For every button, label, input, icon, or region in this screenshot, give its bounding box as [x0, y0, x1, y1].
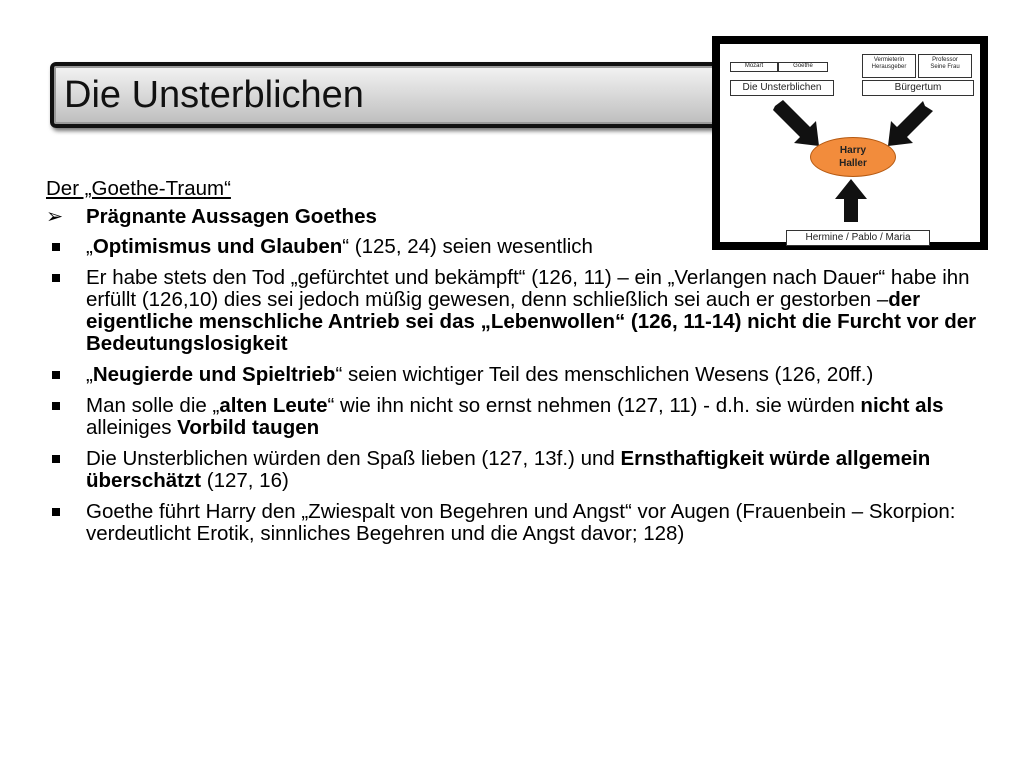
- page-title: Die Unsterblichen: [64, 74, 364, 116]
- square-bullet-icon: [52, 402, 60, 410]
- bullet-text: “ wie ihn nicht so ernst nehmen (127, 11) - d.h. sie würden: [327, 394, 861, 417]
- bullet-text: „: [86, 363, 93, 386]
- bullet-bold-text: alten Leute: [219, 394, 328, 417]
- bullet-bold-text: Optimismus und Glauben: [92, 235, 343, 258]
- bullet-bold-text: der eigentliche menschliche Antrieb sei das „Lebenwollen“ (126, 11-14) nicht die Furcht vor der Bedeutungslosigkeit: [86, 288, 977, 355]
- diagram-label-haller: Haller: [839, 158, 867, 169]
- diagram-label-vermieterin: Vermieterin: [873, 57, 905, 63]
- diagram-label-hermine: Hermine / Pablo / Maria: [805, 232, 911, 243]
- diagram-label-mozart: Mozart: [744, 63, 764, 69]
- square-bullet-icon: [52, 371, 60, 379]
- subheading: [46, 178, 1006, 200]
- list-item: [46, 501, 1006, 545]
- diagram-label-buergertum: Bürgertum: [894, 82, 942, 93]
- bullet-text: “ seien wichtiger Teil des menschlichen Wesens (126, 20ff.): [335, 363, 874, 386]
- list-item: [46, 236, 1006, 258]
- bullet-bold-text: nicht als: [860, 394, 944, 417]
- list-item: [46, 395, 1006, 439]
- bullet-bold-text: Ernsthaftigkeit würde allgemein überschätzt: [86, 447, 931, 492]
- square-bullet-icon: [52, 274, 60, 282]
- title-bar: [50, 62, 722, 128]
- bullet-text: Er habe stets den Tod „gefürchtet und bekämpft“ (126, 11) – ein „Verlangen nach Dauer“ habe ihn erfüllt (126,10) dies sei jedoch müßig gewesen, denn schließlich sei auch er gestorben –: [86, 266, 970, 311]
- bullet-text: alleiniges: [86, 416, 178, 439]
- arrow-right: [888, 101, 933, 146]
- arrow-left: [773, 100, 819, 146]
- subheading-text: Der „Goethe-Traum“: [46, 177, 231, 200]
- bullet-text: Die Unsterblichen würden den Spaß lieben (127, 13f.) und: [86, 447, 621, 470]
- bullet-bold-text: Vorbild taugen: [177, 416, 320, 439]
- bullet-text: „: [86, 235, 93, 258]
- bullet-text: Man solle die „: [86, 394, 220, 417]
- square-bullet-icon: [52, 243, 60, 251]
- diagram-label-harry: Harry: [839, 145, 867, 156]
- list-item: [46, 364, 1006, 386]
- list-item: [46, 267, 1006, 355]
- diagram-label-seine-frau: Seine Frau: [930, 64, 960, 70]
- lead-text: Prägnante Aussagen Goethes: [86, 205, 377, 228]
- diagram-node-harry-haller: [810, 137, 896, 177]
- arrow-bullet-icon: ➢: [46, 205, 64, 228]
- square-bullet-icon: [52, 508, 60, 516]
- square-bullet-icon: [52, 455, 60, 463]
- diagram-label-goethe: Goethe: [793, 63, 813, 69]
- list-item: [46, 448, 1006, 492]
- bullet-text: (127, 16): [201, 469, 289, 492]
- diagram-label-professor: Professor: [932, 57, 958, 63]
- bullet-text: “ (125, 24) seien wesentlich: [342, 235, 593, 258]
- lead-item: [46, 206, 1006, 228]
- bullet-bold-text: Neugierde und Spieltrieb: [92, 363, 336, 386]
- bullet-text: Goethe führt Harry den „Zwiespalt von Begehren und Angst“ vor Augen (Frauenbein – Skorpion: verdeutlicht Erotik, sinnliches Begehren und die Angst davor; 128): [86, 500, 956, 545]
- slide-content: [46, 178, 1006, 554]
- diagram-label-unsterblichen: Die Unsterblichen: [742, 82, 822, 93]
- diagram-label-herausgeber: Herausgeber: [871, 64, 907, 70]
